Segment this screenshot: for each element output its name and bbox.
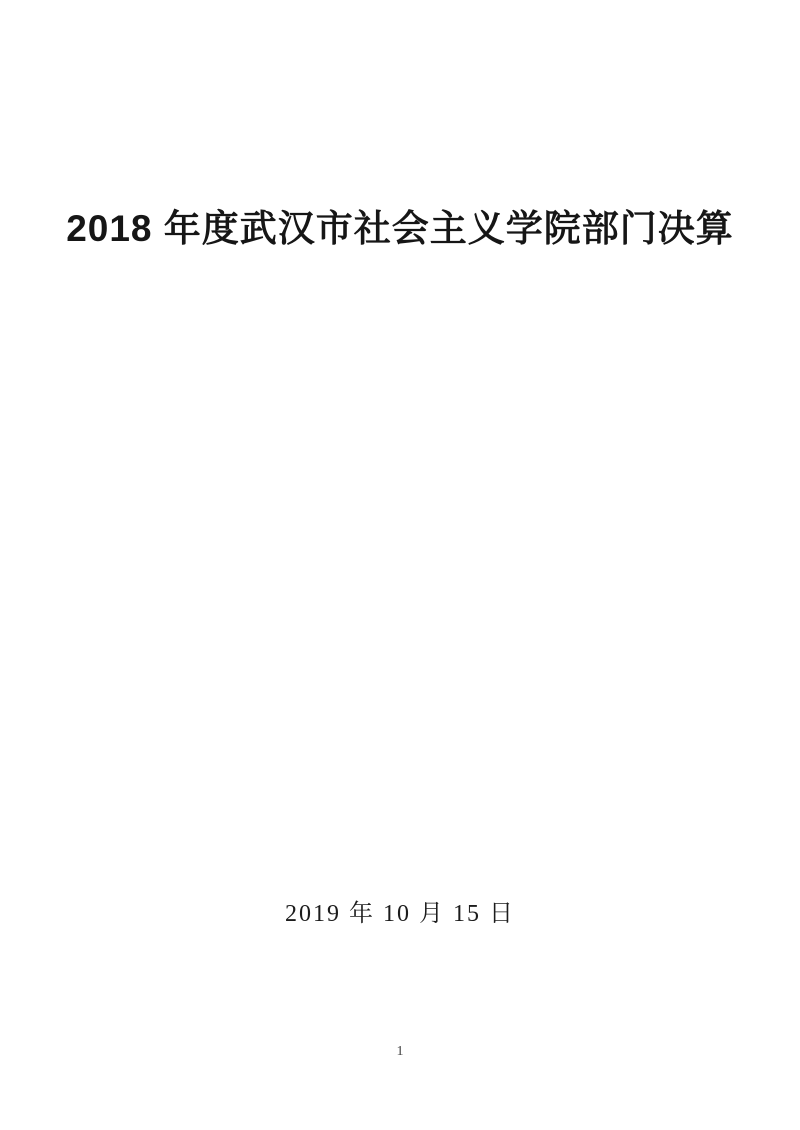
page-number: 1 bbox=[396, 1044, 404, 1059]
document-title: 2018 年度武汉市社会主义学院部门决算 bbox=[66, 208, 734, 249]
document-date: 2019 年 10 月 15 日 bbox=[285, 901, 515, 927]
